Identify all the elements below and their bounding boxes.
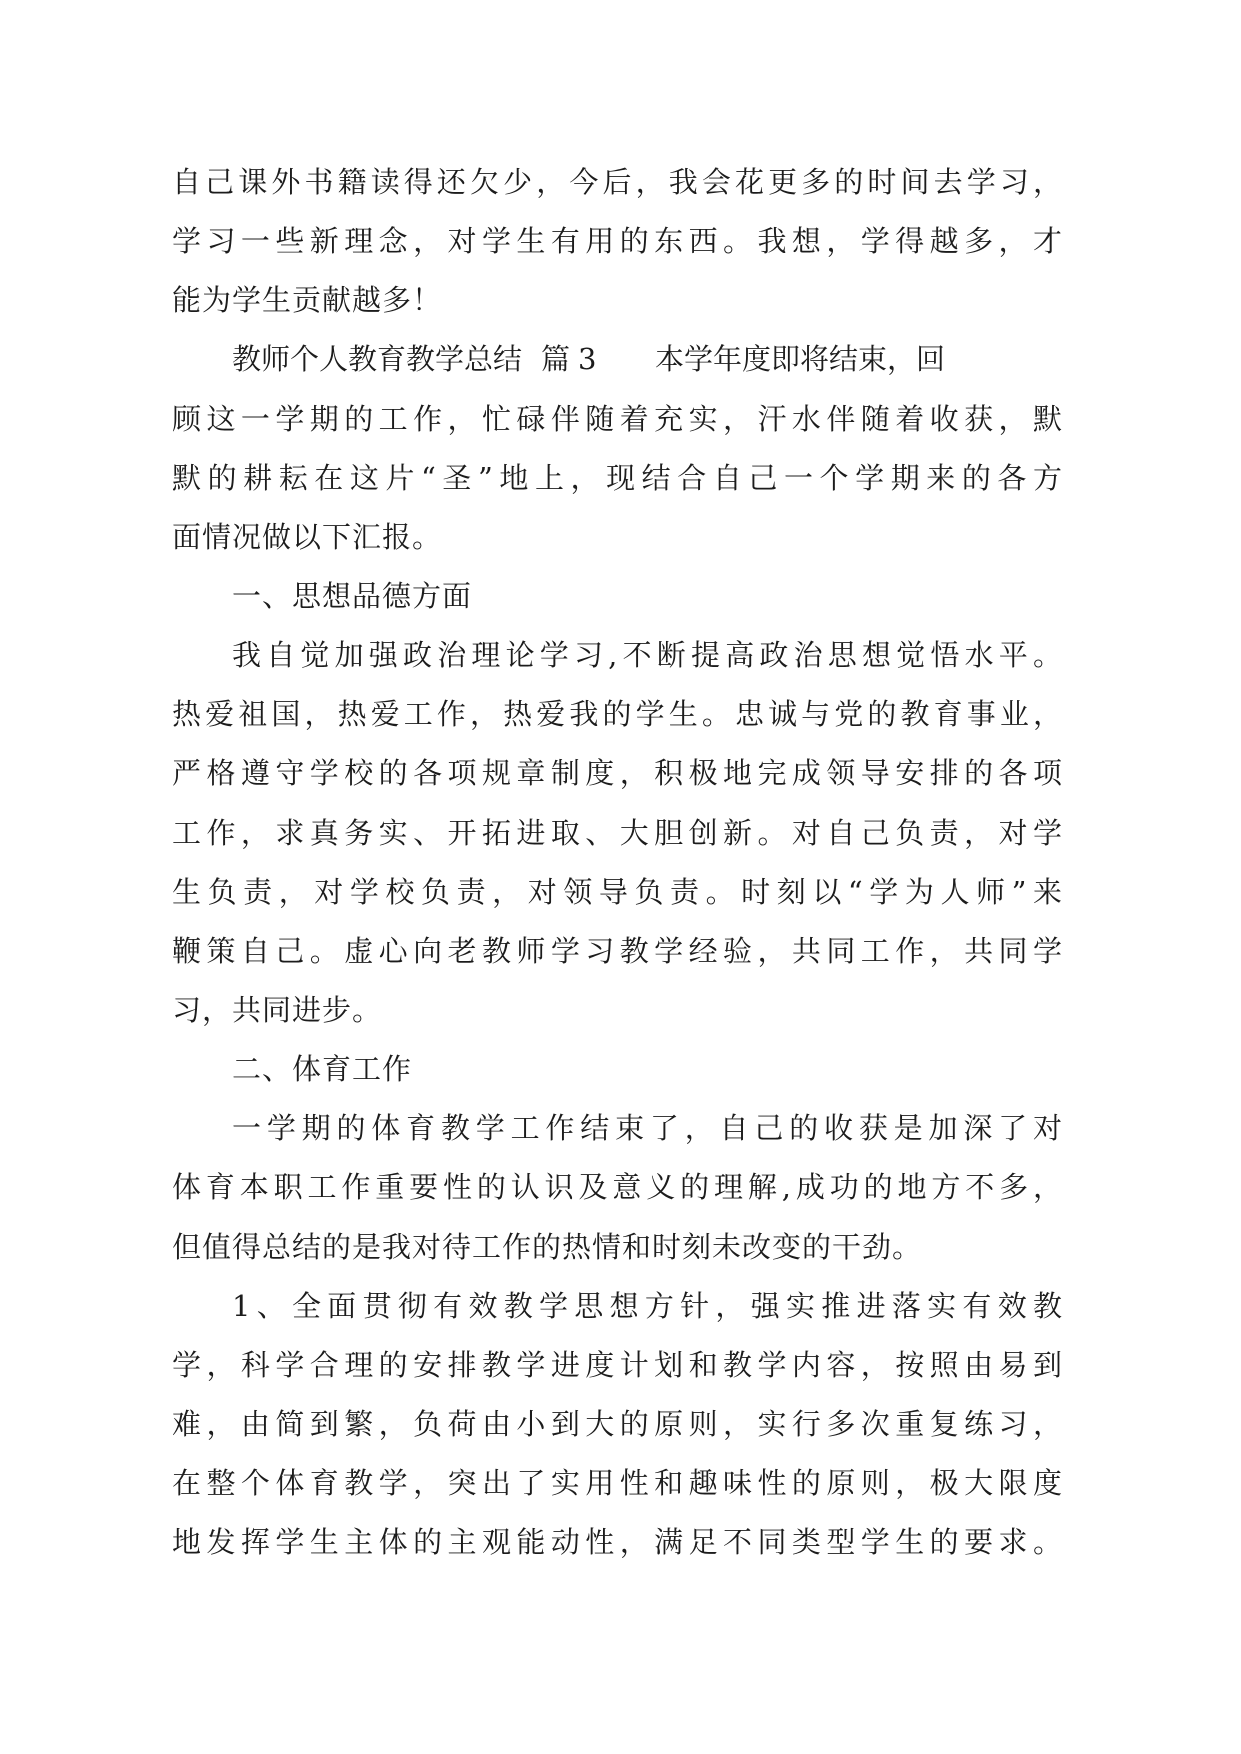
- text-line: 学习一些新理念，对学生有用的东西。我想，学得越多，才: [172, 224, 1063, 259]
- text-line: 顾这一学期的工作，忙碌伴随着充实，汗水伴随着收获，默: [172, 401, 1063, 436]
- text-line: 地发挥学生主体的主观能动性，满足不同类型学生的要求。: [172, 1525, 1063, 1560]
- text-line: 1、全面贯彻有效教学思想方针，强实推进落实有效教: [232, 1288, 1063, 1323]
- text-line: 学，科学合理的安排教学进度计划和教学内容，按照由易到: [172, 1347, 1063, 1382]
- text-line: 鞭策自己。虚心向老教师学习教学经验，共同工作，共同学: [172, 933, 1063, 968]
- document-section-label: 篇3: [541, 342, 605, 377]
- section-heading-text: 一、思想品德方面: [232, 578, 473, 613]
- text-line: 自己课外书籍读得还欠少，今后，我会花更多的时间去学习，: [172, 165, 1063, 199]
- text-line: 一学期的体育教学工作结束了，自己的收获是加深了对: [232, 1111, 1063, 1146]
- text-line: 但值得总结的是我对待工作的热情和时刻未改变的干劲。: [172, 1229, 923, 1264]
- text-line: 在整个体育教学，突出了实用性和趣味性的原则，极大限度: [172, 1466, 1063, 1501]
- text-line: 默的耕耘在这片“圣”地上，现结合自己一个学期来的各方: [172, 460, 1063, 495]
- text-line: 体育本职工作重要性的认识及意义的理解,成功的地方不多，: [172, 1170, 1063, 1205]
- paragraph: [172, 1099, 1063, 1276]
- text-line: 生负责，对学校负责，对领导负责。时刻以“学为人师”来: [172, 874, 1063, 909]
- section-heading: [172, 1040, 1063, 1099]
- text-line: 难，由简到繁，负荷由小到大的原则，实行多次重复练习，: [172, 1406, 1063, 1441]
- paragraph: [172, 330, 1063, 567]
- text-line: 本学年度即将结束，回: [655, 342, 946, 377]
- section-heading-text: 二、体育工作: [232, 1052, 413, 1087]
- text-line: 工作，求真务实、开拓进取、大胆创新。对自己负责，对学: [172, 815, 1063, 850]
- text-line: 面情况做以下汇报。: [172, 519, 443, 554]
- text-line: 严格遵守学校的各项规章制度，积极地完成领导安排的各项: [172, 756, 1063, 791]
- text-line: 习，共同进步。: [172, 992, 383, 1027]
- document-body: [172, 153, 1063, 1572]
- document-title: 教师个人教育教学总结: [232, 342, 523, 377]
- text-line: 能为学生贡献越多！: [172, 283, 443, 318]
- text-line: 热爱祖国，热爱工作，热爱我的学生。忠诚与党的教育事业，: [172, 697, 1063, 732]
- title-line: [172, 330, 1063, 389]
- section-heading: [172, 567, 1063, 626]
- paragraph: [172, 626, 1063, 1040]
- paragraph: [172, 1277, 1063, 1573]
- paragraph: [172, 153, 1063, 330]
- text-line: 我自觉加强政治理论学习,不断提高政治思想觉悟水平。: [232, 638, 1063, 673]
